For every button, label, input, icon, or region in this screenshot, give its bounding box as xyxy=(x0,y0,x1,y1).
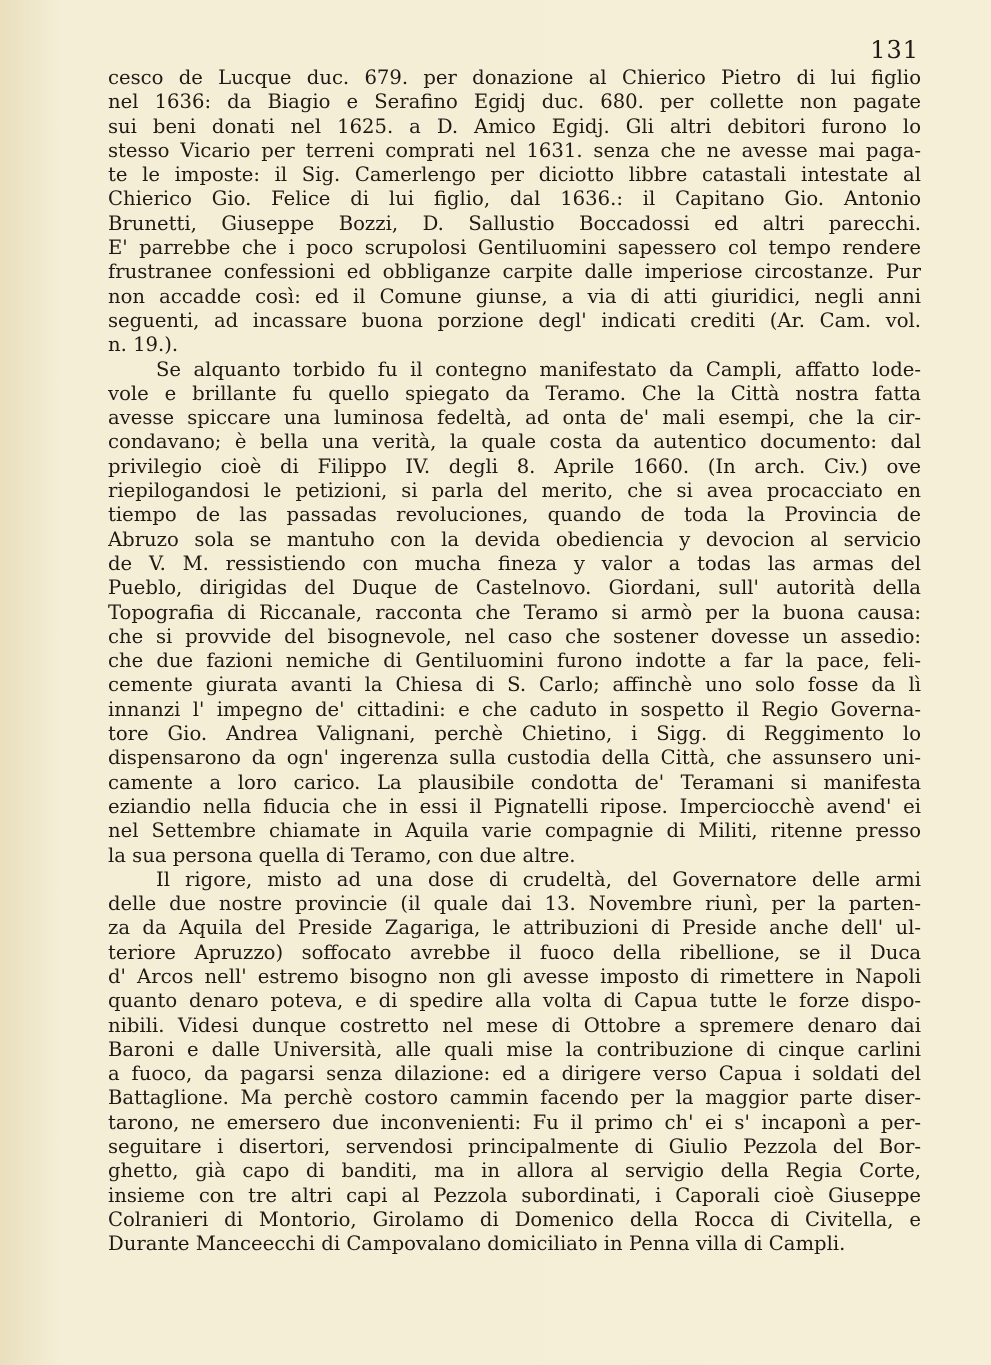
text-line: insieme con tre altri capi al Pezzola subordinati, i Caporali cioè Giuseppe xyxy=(108,1183,921,1207)
text-line: condavano; è bella una verità, la quale costa da autentico documento: dal xyxy=(108,430,921,454)
text-line: frustranee confessioni ed obbliganze carpite dalle imperiose circostanze. Pur xyxy=(108,260,921,284)
text-line: avesse spiccare una luminosa fedeltà, ad onta de' mali esempi, che la cir- xyxy=(108,406,921,430)
page-body-text xyxy=(108,66,921,1257)
text-line: de V. M. ressistiendo con mucha fineza y valor a todas las armas del xyxy=(108,551,921,575)
text-line: Il rigore, misto ad una dose di crudeltà, del Governatore delle armi xyxy=(156,867,921,891)
text-line: Chierico Gio. Felice di lui figlio, dal 1636.: il Capitano Gio. Antonio xyxy=(108,187,921,211)
text-line: vole e brillante fu quello spiegato da Teramo. Che la Città nostra fatta xyxy=(108,381,921,405)
text-line: stesso Vicario per terreni comprati nel 1631. senza che ne avesse mai paga- xyxy=(108,138,921,162)
text-line: Colranieri di Montorio, Girolamo di Domenico della Rocca di Civitella, e xyxy=(108,1207,921,1231)
text-line: quanto denaro poteva, e di spedire alla volta di Capua tutte le forze dispo- xyxy=(108,989,921,1013)
text-line: d' Arcos nell' estremo bisogno non gli avesse imposto di rimettere in Napoli xyxy=(108,964,921,988)
text-line: dispensarono da ogn' ingerenza sulla custodia della Città, che assunsero uni- xyxy=(108,746,921,770)
text-line: cesco de Lucque duc. 679. per donazione al Chierico Pietro di lui figlio xyxy=(108,66,921,89)
text-line: Pueblo, dirigidas del Duque de Castelnovo. Giordani, sull' autorità della xyxy=(108,576,921,600)
text-line: che due fazioni nemiche di Gentiluomini furono indotte a far la pace, feli- xyxy=(108,649,921,673)
text-line: ghetto, già capo di banditi, ma in allora al servigio della Regia Corte, xyxy=(108,1159,921,1183)
text-line: riepilogandosi le petizioni, si parla del merito, che si avea procacciato en xyxy=(108,479,921,503)
text-line: tiempo de las passadas revoluciones, quando de toda la Provincia de xyxy=(108,503,921,527)
text-line: seguitare i disertori, servendosi principalmente di Giulio Pezzola del Bor- xyxy=(108,1135,921,1159)
text-line: nibili. Videsi dunque costretto nel mese di Ottobre a spremere denaro dai xyxy=(108,1013,921,1037)
text-line: te le imposte: il Sig. Camerlengo per diciotto libbre catastali intestate al xyxy=(108,163,921,187)
text-line: eziandio nella fiducia che in essi il Pignatelli ripose. Imperciocchè avend' ei xyxy=(108,794,921,818)
text-line: teriore Apruzzo) soffocato avrebbe il fuoco della ribellione, se il Duca xyxy=(108,940,921,964)
text-line: innanzi l' impegno de' cittadini: e che caduto in sospetto il Regio Governa- xyxy=(108,697,921,721)
text-line: tarono, ne emersero due inconvenienti: Fu il primo ch' ei s' incaponì a per- xyxy=(108,1110,921,1134)
text-line: Topografia di Riccanale, racconta che Teramo si armò per la buona causa: xyxy=(108,600,921,624)
text-line: delle due nostre provincie (il quale dai 13. Novembre riunì, per la parten- xyxy=(108,892,921,916)
text-line: za da Aquila del Preside Zagariga, le attribuzioni di Preside anche dell' ul- xyxy=(108,916,921,940)
text-line: nel 1636: da Biagio e Serafino Egidj duc. 680. per collette non pagate xyxy=(108,90,921,114)
text-line: Se alquanto torbido fu il contegno manifestato da Campli, affatto lode- xyxy=(156,357,921,381)
text-line: camente a loro carico. La plausibile condotta de' Teramani si manifesta xyxy=(108,770,921,794)
text-line: Battaglione. Ma perchè costoro cammin facendo per la maggior parte diser- xyxy=(108,1086,921,1110)
text-line: n. 19.). xyxy=(108,333,179,357)
text-line: che si provvide del bisognevole, nel caso che sostener dovesse un assedio: xyxy=(108,624,921,648)
text-line: tore Gio. Andrea Valignani, perchè Chietino, i Sigg. di Reggimento lo xyxy=(108,722,921,746)
text-line: privilegio cioè di Filippo IV. degli 8. Aprile 1660. (In arch. Civ.) ove xyxy=(108,454,921,478)
text-line: non accadde così: ed il Comune giunse, a via di atti giuridici, negli anni xyxy=(108,284,921,308)
text-line: Abruzo sola se mantuho con la devida obediencia y devocion al servicio xyxy=(108,527,921,551)
text-line: Brunetti, Giuseppe Bozzi, D. Sallustio Boccadossi ed altri parecchi. xyxy=(108,211,921,235)
text-line: Baroni e dalle Università, alle quali mise la contribuzione di cinque carlini xyxy=(108,1037,921,1061)
text-line: Durante Manceecchi di Campovalano domiciliato in Penna villa di Campli. xyxy=(108,1232,846,1256)
page-number: 131 xyxy=(870,36,919,64)
text-line: seguenti, ad incassare buona porzione degl' indicati crediti (Ar. Cam. vol. xyxy=(108,308,921,332)
text-line: la sua persona quella di Teramo, con due altre. xyxy=(108,843,576,867)
text-line: cemente giurata avanti la Chiesa di S. Carlo; affinchè uno solo fosse da lì xyxy=(108,673,921,697)
text-line: nel Settembre chiamate in Aquila varie compagnie di Militi, ritenne presso xyxy=(108,819,921,843)
text-line: E' parrebbe che i poco scrupolosi Gentiluomini sapessero col tempo rendere xyxy=(108,236,921,260)
text-line: a fuoco, da pagarsi senza dilazione: ed a dirigere verso Capua i soldati del xyxy=(108,1062,921,1086)
text-line: sui beni donati nel 1625. a D. Amico Egidj. Gli altri debitori furono lo xyxy=(108,114,921,138)
